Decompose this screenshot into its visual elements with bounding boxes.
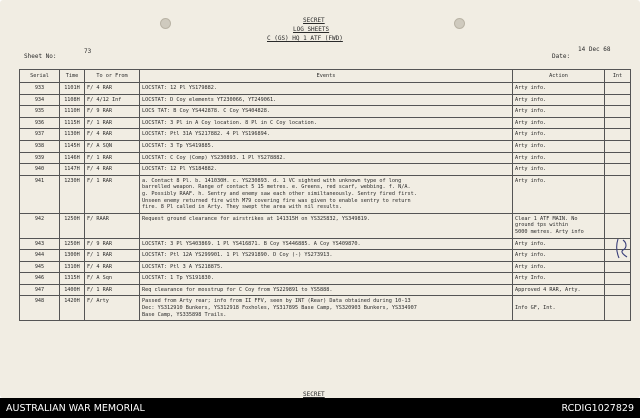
time-cell: 1108H — [60, 94, 85, 106]
footer-bar — [0, 398, 640, 418]
int-cell — [605, 140, 631, 152]
table-row — [20, 164, 631, 176]
action-cell: Arty info. — [513, 152, 605, 164]
action-cell: Clear 1 ATF MAIN. No ground tps within 5000 metres. Arty info — [513, 213, 605, 238]
serial-cell: 939 — [20, 152, 60, 164]
table-row — [20, 213, 631, 238]
column-header-serial: Serial — [20, 70, 60, 83]
action-cell: Arty info. — [513, 83, 605, 95]
to-from-cell: F/ 1 RAR — [85, 284, 140, 296]
serial-cell: 947 — [20, 284, 60, 296]
action-cell: Arty info. — [513, 250, 605, 262]
table-row — [20, 129, 631, 141]
to-from-cell: F/ 4/12 Inf — [85, 94, 140, 106]
events-cell: LOCSTAT: Ptl 31A YS217882. 4 Pl YS196894. — [140, 129, 513, 141]
serial-cell: 946 — [20, 273, 60, 285]
table-row — [20, 152, 631, 164]
sheet-label: Sheet No: — [24, 53, 57, 60]
punch-hole — [160, 18, 171, 29]
int-cell — [605, 152, 631, 164]
punch-hole — [454, 18, 465, 29]
events-cell: LOCSTAT: Ptl 3 A YS218875. — [140, 261, 513, 273]
time-cell: 1250H — [60, 238, 85, 250]
to-from-cell: F/ 1 RAR — [85, 175, 140, 213]
int-cell — [605, 284, 631, 296]
column-header-events: Events — [140, 70, 513, 83]
table-row — [20, 117, 631, 129]
action-cell: Arty info. — [513, 261, 605, 273]
int-cell — [605, 273, 631, 285]
events-cell: LOCSTAT: 3 Tp YS419885. — [140, 140, 513, 152]
to-from-cell: F/ 4 RAR — [85, 164, 140, 176]
table-row — [20, 94, 631, 106]
action-cell: Arty info. — [513, 238, 605, 250]
footer-left-text: AUSTRALIAN WAR MEMORIAL — [6, 403, 145, 414]
to-from-cell: F/ RAAR — [85, 213, 140, 238]
action-cell: Arty info. — [513, 164, 605, 176]
time-cell: 1101H — [60, 83, 85, 95]
events-cell: LOCSTAT: Ptl 12A YS299901. 1 Pl YS291890. D Coy (-) YS273913. — [140, 250, 513, 262]
time-cell: 1146H — [60, 152, 85, 164]
column-header-int: Int — [605, 70, 631, 83]
handwritten-mark — [614, 237, 632, 261]
sheet-number: 73 — [84, 48, 92, 55]
int-cell — [605, 261, 631, 273]
column-header-to-from: To or From — [85, 70, 140, 83]
serial-cell: 945 — [20, 261, 60, 273]
time-cell: 1147H — [60, 164, 85, 176]
events-cell: LOCS TAT: B Coy YS442878. C Coy YS404828. — [140, 106, 513, 118]
action-cell: Arty info. — [513, 175, 605, 213]
to-from-cell: F/ 4 RAR — [85, 261, 140, 273]
serial-cell: 935 — [20, 106, 60, 118]
serial-cell: 936 — [20, 117, 60, 129]
action-cell: Arty info. — [513, 106, 605, 118]
title-line-2: C (GS) HQ 1 ATF (FWD) — [267, 35, 343, 42]
log-table — [19, 69, 631, 321]
serial-cell: 933 — [20, 83, 60, 95]
serial-cell: 941 — [20, 175, 60, 213]
column-header-action: Action — [513, 70, 605, 83]
serial-cell: 940 — [20, 164, 60, 176]
serial-cell: 943 — [20, 238, 60, 250]
time-cell: 1115H — [60, 117, 85, 129]
serial-cell: 938 — [20, 140, 60, 152]
events-cell: Passed from Arty rear; info from II FFV, seen by INT (Rear) Data obtained during 10-13 Dec: YS312910 Bunkers, YS312918 Foxholes, YS317895 Base Camp, YS320903 Bunkers, YS334907 Base Camp, YS335898 Trails. — [140, 296, 513, 321]
footer-right-text: RCDIG1027829 — [561, 403, 634, 414]
to-from-cell: F/ 1 RAR — [85, 117, 140, 129]
to-from-cell: F/ A SQN — [85, 140, 140, 152]
table-row — [20, 238, 631, 250]
date-label: Date: — [552, 53, 571, 60]
table-header-row — [20, 70, 631, 83]
date-value: 14 Dec 68 — [578, 46, 611, 53]
int-cell — [605, 175, 631, 213]
action-cell: Info GF, Int. — [513, 296, 605, 321]
serial-cell: 934 — [20, 94, 60, 106]
title-line-1: LOG SHEETS — [293, 26, 330, 33]
events-cell: LOCSTAT: 1 Tp YS191830. — [140, 273, 513, 285]
log-table-body — [20, 83, 631, 321]
to-from-cell: F/ Arty — [85, 296, 140, 321]
events-cell: LOCSTAT: 3 Pl in A Coy location. 8 Pl in C Coy location. — [140, 117, 513, 129]
table-row — [20, 250, 631, 262]
serial-cell: 948 — [20, 296, 60, 321]
events-cell: Req clearance for mosstrup for C Coy from YS229891 to YS5888. — [140, 284, 513, 296]
table-row — [20, 106, 631, 118]
int-cell — [605, 117, 631, 129]
to-from-cell: F/ 9 RAR — [85, 106, 140, 118]
int-cell — [605, 213, 631, 238]
time-cell: 1315H — [60, 273, 85, 285]
time-cell: 1300H — [60, 250, 85, 262]
table-row — [20, 296, 631, 321]
to-from-cell: F/ A Sqn — [85, 273, 140, 285]
action-cell: Arty info. — [513, 117, 605, 129]
table-row — [20, 284, 631, 296]
events-cell: LOCSTAT: 3 Pl YS403869. 1 Pl YS416871. B Coy YS446885. A Coy YS409870. — [140, 238, 513, 250]
action-cell: Arty Info. — [513, 273, 605, 285]
time-cell: 1145H — [60, 140, 85, 152]
int-cell — [605, 94, 631, 106]
action-cell: Arty info. — [513, 129, 605, 141]
int-cell — [605, 296, 631, 321]
time-cell: 1130H — [60, 129, 85, 141]
events-cell: LOCSTAT: C Coy (Comp) YS230893. 1 Pl YS278882. — [140, 152, 513, 164]
classification-bottom: SECRET — [303, 391, 325, 398]
events-cell: a. Contact 8 Pl. b. 141030H. c. YS230893. d. 1 VC sighted with unknown type of long barrelled weapon. Range of contact 5 15 metres. e. Greens, red scarf, webbing. f. N/A. g. Possibly RAAF. h. Sentry and enemy saw each other similtaneously. Sentry fired first. Unseen enemy returned fire with M79 covering fire was given to enable sentry to return fire. 8 Pl called in Arty. They swept the area with nil results. — [140, 175, 513, 213]
serial-cell: 937 — [20, 129, 60, 141]
events-cell: Request ground clearance for airstrikes at 141315H on YS325832, YS349819. — [140, 213, 513, 238]
time-cell: 1250H — [60, 213, 85, 238]
to-from-cell: F/ 1 RAR — [85, 152, 140, 164]
to-from-cell: F/ 1 RAR — [85, 250, 140, 262]
to-from-cell: F/ 9 RAR — [85, 238, 140, 250]
to-from-cell: F/ 4 RAR — [85, 129, 140, 141]
table-row — [20, 175, 631, 213]
table-row — [20, 140, 631, 152]
action-cell: Arty info. — [513, 94, 605, 106]
int-cell — [605, 106, 631, 118]
int-cell — [605, 164, 631, 176]
time-cell: 1400H — [60, 284, 85, 296]
events-cell: LOCSTAT: 12 Pl YS179882. — [140, 83, 513, 95]
time-cell: 1110H — [60, 106, 85, 118]
action-cell: Approved 4 RAR, Arty. — [513, 284, 605, 296]
column-header-time: Time — [60, 70, 85, 83]
time-cell: 1230H — [60, 175, 85, 213]
action-cell: Arty info. — [513, 140, 605, 152]
int-cell — [605, 83, 631, 95]
serial-cell: 942 — [20, 213, 60, 238]
time-cell: 1420H — [60, 296, 85, 321]
table-row — [20, 273, 631, 285]
to-from-cell: F/ 4 RAR — [85, 83, 140, 95]
table-row — [20, 83, 631, 95]
classification-top: SECRET — [303, 17, 325, 24]
table-row — [20, 261, 631, 273]
time-cell: 1310H — [60, 261, 85, 273]
serial-cell: 944 — [20, 250, 60, 262]
events-cell: LOCSTAT: 12 Pl YS184882. — [140, 164, 513, 176]
int-cell — [605, 129, 631, 141]
events-cell: LOCSTAT: D Coy elements YT230066, YT249061. — [140, 94, 513, 106]
